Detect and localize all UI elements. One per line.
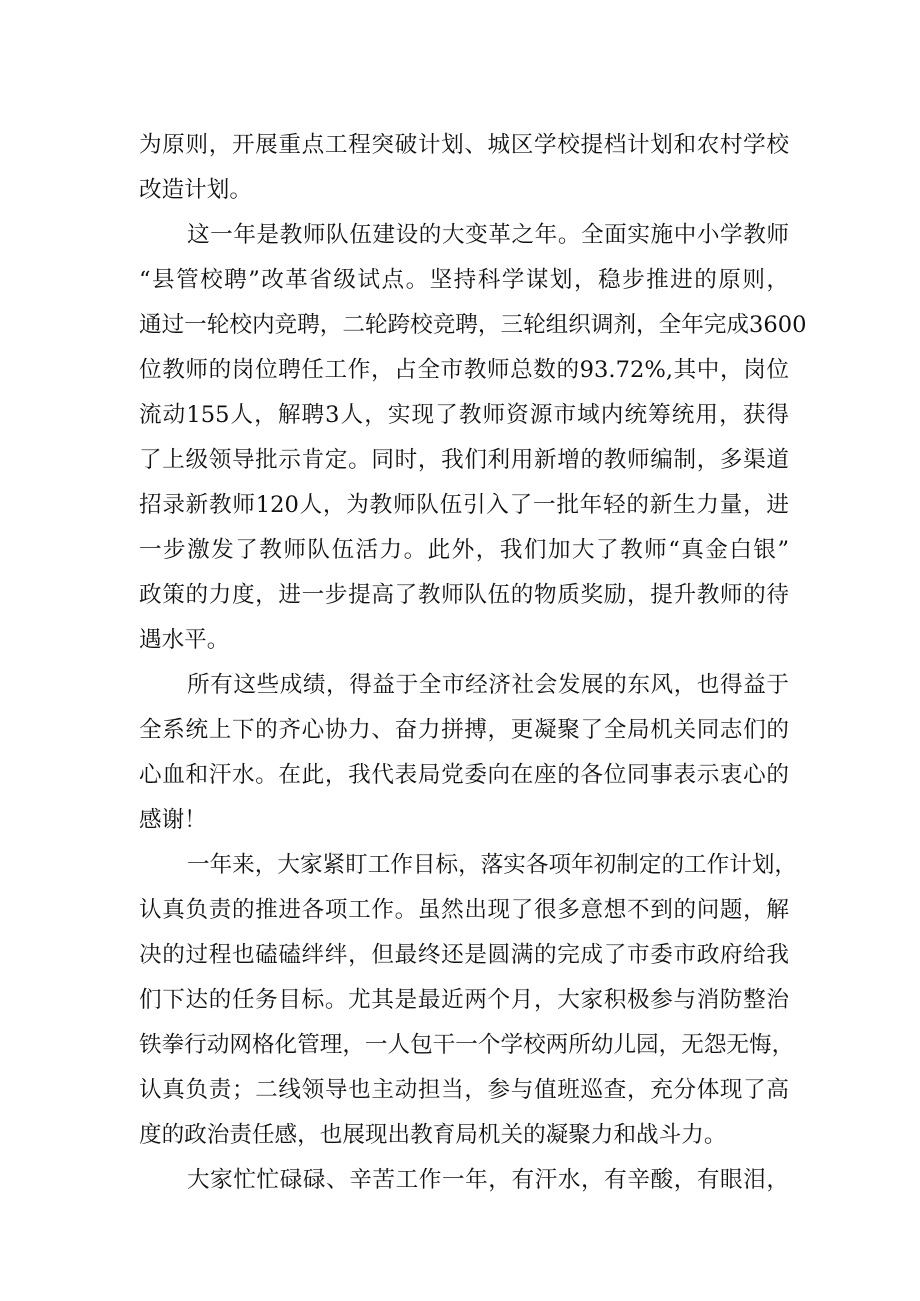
text-line: 了上级领导批示肯定。同时，我们利用新增的教师编制，多渠道 (139, 447, 789, 473)
text-line: “县管校聘”改革省级试点。坚持科学谋划，稳步推进的原则， (139, 267, 789, 293)
text-line: 感谢！ (139, 807, 207, 833)
text-line: 流动155人，解聘3人，实现了教师资源市域内统筹统用，获得 (139, 402, 789, 428)
text-line: 改造计划。 (139, 177, 252, 203)
text-line: 心血和汗水。在此，我代表局党委向在座的各位同事表示衷心的 (139, 762, 789, 788)
text-line: 遇水平。 (139, 627, 230, 653)
text-line: 铁拳行动网格化管理，一人包干一个学校两所幼儿园，无怨无悔， (139, 1032, 795, 1058)
text-line: 位教师的岗位聘任工作，占全市教师总数的93.72%,其中，岗位 (139, 357, 789, 383)
paragraph-1 (139, 123, 789, 213)
text-line: 一年来，大家紧盯工作目标，落实各项年初制定的工作计划， (187, 852, 798, 878)
text-line: 们下达的任务目标。尤其是最近两个月，大家积极参与消防整治 (139, 987, 789, 1013)
text-line: 认真负责；二线领导也主动担当，参与值班巡查，充分体现了高 (139, 1077, 789, 1103)
text-line: 一步激发了教师队伍活力。此外，我们加大了教师“真金白银” (139, 537, 789, 563)
paragraph-5 (139, 1158, 789, 1203)
text-line: 通过一轮校内竞聘，二轮跨校竞聘，三轮组织调剂，全年完成3600 (139, 312, 807, 338)
paragraph-3 (139, 663, 789, 843)
paragraph-4 (139, 843, 798, 1158)
text-line: 所有这些成绩，得益于全市经济社会发展的东风，也得益于 (187, 672, 789, 698)
text-line: 这一年是教师队伍建设的大变革之年。全面实施中小学教师 (187, 222, 789, 248)
text-line: 为原则，开展重点工程突破计划、城区学校提档计划和农村学校 (139, 132, 789, 158)
text-line: 全系统上下的齐心协力、奋力拼搏，更凝聚了全局机关同志们的 (139, 717, 789, 743)
document-body (139, 123, 807, 1203)
text-line: 决的过程也磕磕绊绊，但最终还是圆满的完成了市委市政府给我 (139, 942, 789, 968)
text-line: 招录新教师120人，为教师队伍引入了一批年轻的新生力量，进 (139, 492, 789, 518)
text-line: 认真负责的推进各项工作。虽然出现了很多意想不到的问题，解 (139, 897, 789, 923)
text-line: 大家忙忙碌碌、辛苦工作一年，有汗水，有辛酸，有眼泪， (187, 1167, 789, 1193)
paragraph-2 (139, 213, 807, 663)
text-line: 政策的力度，进一步提高了教师队伍的物质奖励，提升教师的待 (139, 582, 789, 608)
text-line: 度的政治责任感，也展现出教育局机关的凝聚力和战斗力。 (139, 1122, 727, 1148)
